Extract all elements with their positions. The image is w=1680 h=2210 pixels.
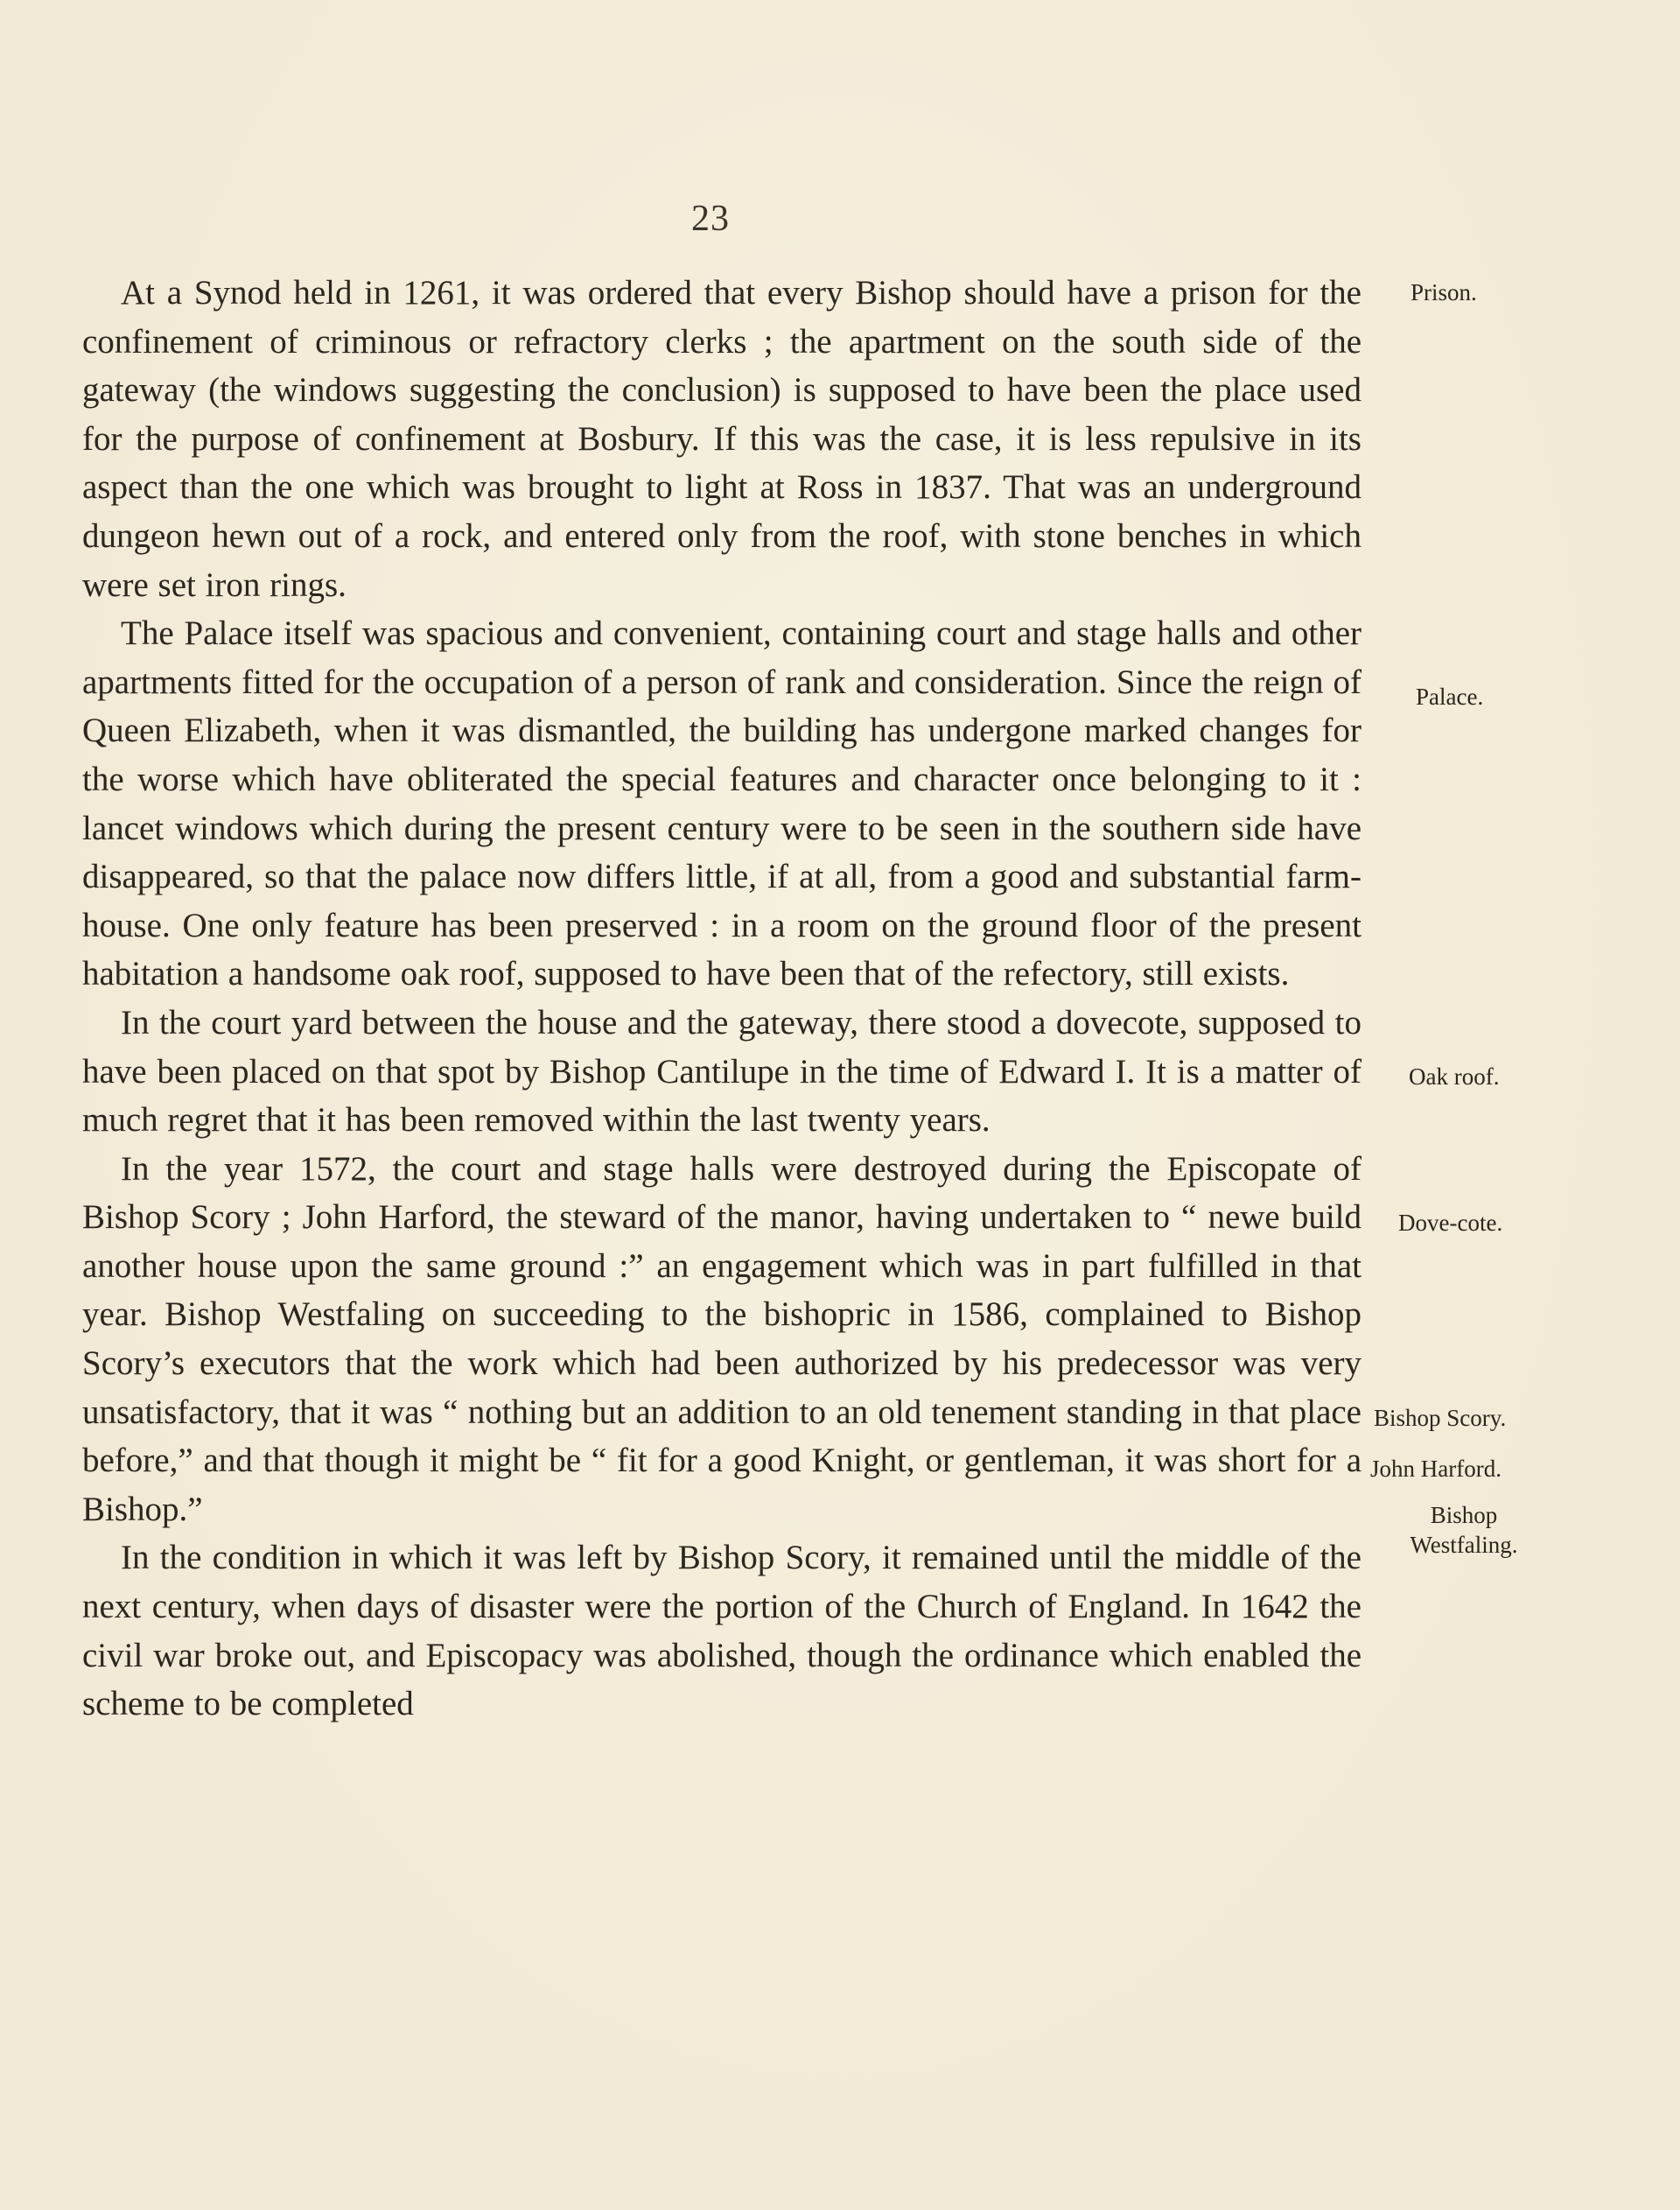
margin-note-john-harford: John Harford. (1370, 1456, 1502, 1482)
margin-note-westfaling-line2: Westfaling. (1410, 1532, 1518, 1558)
margin-note-westfaling-line1: Bishop (1430, 1502, 1498, 1528)
paragraph-prison: At a Synod held in 1261, it was ordered that every Bishop should have a prison for the confinement of criminous or refractory clerks ; the apartment on the south side of the gateway (the windows suggesting the conclusion) is supposed to have been the place used for the purpose of confinement at Bosbury. If this was the case, it is less repulsive in its aspect than the one which was brought to light at Ross in 1837. That was an underground dungeon hewn out of a rock, and entered only from the roof, with stone benches in which were set iron rings. (82, 274, 1362, 604)
margin-note-dove-cote: Dove-cote. (1398, 1210, 1503, 1236)
margin-note-palace: Palace. (1416, 684, 1484, 710)
paragraph-bishop-scory: In the year 1572, the court and stage halls were destroyed during the Episcopate of Bishop Scory ; John Harford, the steward of the manor, having undertaken to “ newe build another house upon the same ground :” an engagement which was in part fulfilled in that year. Bishop Westfaling on succeeding to the bishopric in 1586, complained to Bishop Scory’s executors that the work which had been authorized by his predecessor was very unsatisfactory, that it was “ nothing but an addition to an old tenement standing in that place before,” and that though it might be “ fit for a good Knight, or gentleman, it was short for a Bishop.” (82, 1149, 1362, 1528)
paragraph-dove-cote: In the court yard between the house and the gateway, there stood a dovecote, supposed to have been placed on that spot by Bishop Cantilupe in the time of Edward I. It is a matter of much regret that it has been removed within the last twenty years. (82, 1003, 1362, 1140)
paragraph-civil-war: In the condition in which it was left by Bishop Scory, it remained until the middle of the next century, when days of disaster were the portion of the Church of England. In 1642 the civil war broke out, and Episcopacy was abolished, though the ordinance which enabled the scheme to be completed (82, 1539, 1362, 1723)
margin-note-bishop-scory: Bishop Scory. (1374, 1405, 1507, 1431)
body-text (82, 269, 1362, 1729)
margin-note-bishop-westfaling (1398, 1500, 1530, 1560)
margin-note-oak-roof: Oak roof. (1409, 1063, 1500, 1090)
paragraph-palace: The Palace itself was spacious and convenient, containing court and stage halls and other apartments fitted for the occupation of a person of rank and consideration. Since the reign of Queen Elizabeth, when it was dismantled, the building has undergone marked changes for the worse which have obliterated the special features and character once belonging to it : lancet windows which during the present century were to be seen in the southern side have disappeared, so that the palace now differs little, if at all, from a good and substantial farm-house. One only feature has been preserved : in a room on the ground floor of the present habitation a handsome oak roof, supposed to have been that of the refectory, still exists. (82, 614, 1362, 993)
page-number: 23 (691, 199, 730, 239)
margin-note-prison: Prison. (1410, 279, 1477, 305)
